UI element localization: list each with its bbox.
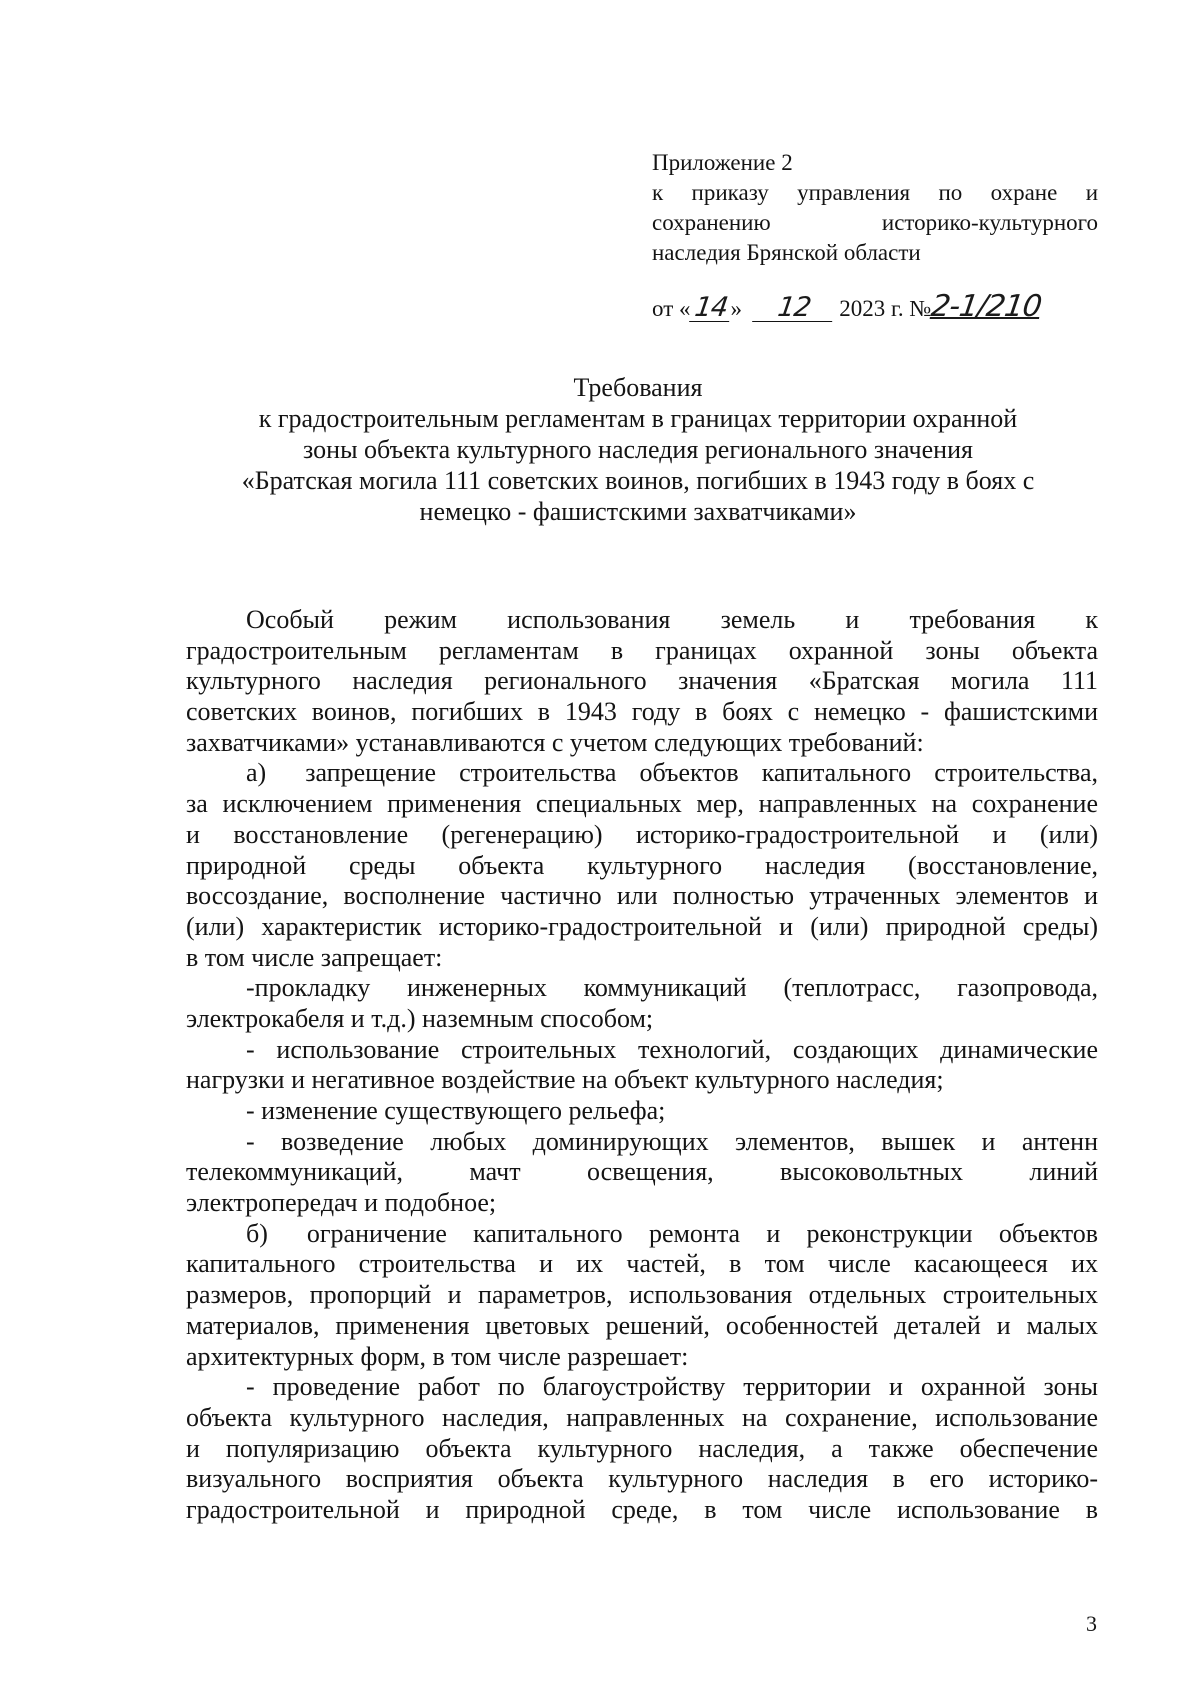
order-quote-close: »: [730, 296, 742, 321]
document-title: [180, 372, 1096, 527]
page-number: 3: [1086, 1611, 1097, 1636]
body-text: [186, 605, 1098, 1526]
order-prefix: от «: [652, 296, 691, 321]
body-line: телекоммуникаций, мачт освещения, высоковольтных линий: [186, 1157, 1098, 1187]
order-year: 2023 г. №: [839, 296, 932, 321]
attachment-block: [652, 148, 1098, 268]
body-line: в том числе запрещает:: [186, 942, 443, 972]
body-line: советских воинов, погибших в 1943 году в боях с немецко - фашистскими: [186, 697, 1098, 727]
attachment-line: наследия Брянской области: [652, 240, 921, 265]
body-line: культурного наследия регионального значения «Братская могила 111: [186, 666, 1098, 696]
body-line: материалов, применения цветовых решений, особенностей деталей и малых: [186, 1310, 1098, 1340]
body-line: природной среды объекта культурного наследия (восстановление,: [186, 850, 1098, 880]
body-line: а) запрещение строительства объектов капитального строительства,: [246, 758, 1098, 788]
order-date-number: [652, 289, 1044, 326]
body-line: градостроительным регламентам в границах охранной зоны объекта: [186, 635, 1098, 665]
body-line: нагрузки и негативное воздействие на объект культурного наследия;: [186, 1065, 944, 1095]
attachment-line: к приказу управления по охране и: [652, 180, 1098, 205]
body-line: - изменение существующего рельефа;: [246, 1096, 666, 1125]
body-line: - использование строительных технологий, создающих динамические: [246, 1034, 1098, 1064]
body-line: - возведение любых доминирующих элементов, вышек и антенн: [246, 1126, 1098, 1156]
body-line: архитектурных форм, в том числе разрешает:: [186, 1341, 689, 1371]
body-line: объекта культурного наследия, направленных на сохранение, использование: [186, 1402, 1098, 1432]
body-line: -прокладку инженерных коммуникаций (теплотрасс, газопровода,: [246, 973, 1098, 1003]
title-heading: Требования: [573, 373, 703, 402]
body-line: (или) характеристик историко-градостроительной и (или) природной среды): [186, 911, 1098, 941]
body-line: размеров, пропорций и параметров, использования отдельных строительных: [186, 1280, 1098, 1310]
body-line: б) ограничение капитального ремонта и реконструкции объектов: [246, 1218, 1098, 1248]
title-line: к градостроительным регламентам в границах территории охранной: [258, 404, 1018, 433]
attachment-title: Приложение 2: [652, 150, 793, 175]
body-line: и восстановление (регенерацию) историко-градостроительной и (или): [186, 819, 1098, 849]
order-month-handwritten: 12: [752, 295, 836, 322]
body-line: воссоздание, восполнение частично или полностью утраченных элементов и: [186, 881, 1098, 911]
attachment-line: сохранению историко-культурного: [652, 210, 1098, 235]
order-number-handwritten: 2-1/210: [929, 289, 1044, 324]
body-line: - проведение работ по благоустройству территории и охранной зоны: [246, 1372, 1098, 1402]
body-line: капитального строительства и их частей, в том числе касающееся их: [186, 1249, 1098, 1279]
title-line: немецко - фашистскими захватчиками»: [419, 497, 857, 526]
title-line: «Братская могила 111 советских воинов, погибших в 1943 году в боях с: [241, 466, 1035, 495]
body-line: Особый режим использования земель и требования к: [246, 605, 1098, 634]
order-day-handwritten: 14: [689, 295, 733, 322]
body-line: электропередач и подобное;: [186, 1188, 497, 1218]
body-line: градостроительной и природной среде, в том числе использование в: [186, 1494, 1098, 1524]
body-line: захватчиками» устанавливаются с учетом следующих требований:: [186, 727, 924, 757]
body-line: визуального восприятия объекта культурного наследия в его историко-: [186, 1464, 1098, 1494]
body-line: и популяризацию объекта культурного наследия, а также обеспечение: [186, 1433, 1098, 1463]
body-line: электрокабеля и т.д.) наземным способом;: [186, 1003, 654, 1033]
body-line: за исключением применения специальных мер, направленных на сохранение: [186, 789, 1098, 819]
title-line: зоны объекта культурного наследия регионального значения: [303, 435, 973, 464]
